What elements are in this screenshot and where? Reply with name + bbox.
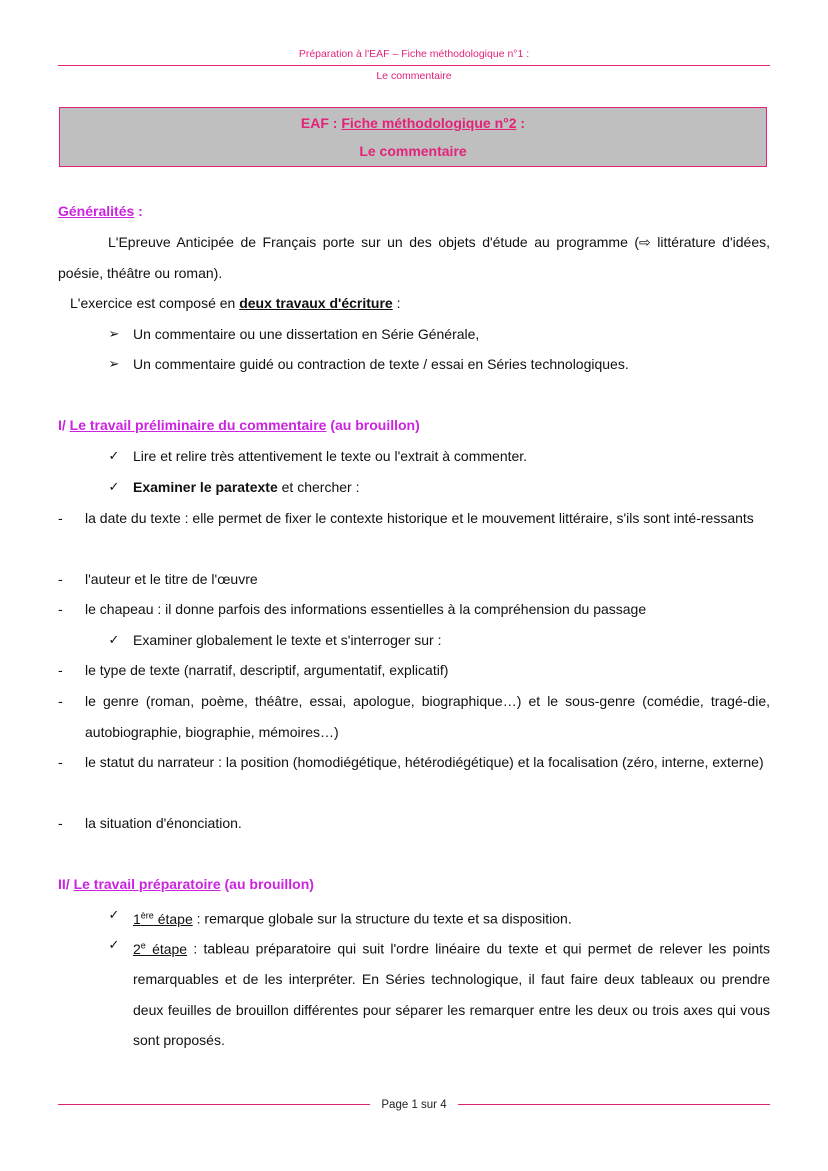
section2-number: II/ bbox=[58, 876, 74, 892]
list-item bbox=[0, 354, 828, 384]
list-item bbox=[0, 324, 828, 354]
section-heading-generalites bbox=[58, 201, 143, 221]
exercise-bold: deux travaux d'écriture bbox=[239, 295, 393, 311]
section1-number: I/ bbox=[58, 417, 70, 433]
title-prefix: EAF : bbox=[300, 115, 342, 131]
dash-bullet: - bbox=[58, 754, 63, 770]
list-item bbox=[0, 446, 828, 476]
footer-rule-right bbox=[458, 1104, 770, 1105]
step2-label bbox=[133, 941, 187, 957]
dash-bullet: - bbox=[58, 662, 63, 678]
step1-sup: ère bbox=[140, 910, 154, 920]
dash-bullet: - bbox=[58, 571, 63, 587]
dash-list-item bbox=[58, 564, 770, 594]
generalites-heading-suffix: : bbox=[134, 203, 143, 219]
title-line bbox=[60, 110, 766, 136]
step1-word: étape bbox=[153, 910, 193, 927]
header-line-2: Le commentaire bbox=[376, 70, 452, 82]
exercise-line bbox=[70, 293, 401, 313]
section-heading-1 bbox=[58, 415, 420, 435]
step2-text bbox=[133, 930, 770, 1056]
footer-rule-left bbox=[58, 1104, 370, 1105]
step2-number: 2 bbox=[133, 940, 141, 957]
arrow-bullet-icon: ➢ bbox=[108, 326, 120, 341]
dash-text: le chapeau : il donne parfois des informations essentielles à la compréhension du passage bbox=[85, 601, 647, 617]
step2-body: : tableau préparatoire qui suit l'ordre linéaire du texte et qui permet de relever les points remarquables et de les interpréter. En Séries technologique, il faut faire deux tableaux ou prendre deux feuilles de brouillon différentes pour séparer les remarquer entre les deux ou trois axes qui vous sont proposés. bbox=[133, 940, 770, 1049]
exercise-suffix: : bbox=[392, 295, 401, 311]
dash-text: la situation d'énonciation. bbox=[85, 815, 242, 831]
section2-heading-text: Le travail préparatoire bbox=[73, 876, 221, 892]
step1-number: 1 bbox=[133, 910, 141, 927]
list-item bbox=[106, 935, 770, 1057]
check2-rest: et chercher : bbox=[277, 479, 360, 495]
dash-list-item bbox=[58, 686, 770, 748]
dash-bullet: - bbox=[58, 693, 63, 709]
checkmark-icon: ✓ bbox=[108, 907, 120, 922]
bullet-text: Un commentaire ou une dissertation en Série Générale, bbox=[133, 326, 480, 342]
generalites-paragraph: L'Epreuve Anticipée de Français porte sur un des objets d'étude au programme (⇨ littérature d'idées, poésie, théâtre ou roman). bbox=[58, 234, 770, 281]
header-rule bbox=[58, 65, 770, 66]
title-subtitle: Le commentaire bbox=[359, 143, 467, 159]
dash-text: la date du texte : elle permet de fixer le contexte historique et le mouvement littéraire, s'ils sont inté-ressants bbox=[85, 510, 754, 526]
check-text: Lire et relire très attentivement le texte ou l'extrait à commenter. bbox=[133, 448, 528, 464]
title-suffix: : bbox=[516, 115, 526, 131]
title-box bbox=[59, 107, 767, 167]
page-footer bbox=[58, 1097, 770, 1113]
dash-list-item bbox=[58, 503, 770, 565]
dash-text: l'auteur et le titre de l'œuvre bbox=[85, 571, 258, 587]
dash-bullet: - bbox=[58, 815, 63, 831]
checkmark-icon: ✓ bbox=[108, 937, 120, 952]
step1-label bbox=[133, 911, 193, 927]
running-header bbox=[58, 46, 770, 84]
dash-bullet: - bbox=[58, 510, 63, 526]
section1-heading-suffix: (au brouillon) bbox=[326, 417, 420, 433]
dash-text: le type de texte (narratif, descriptif, argumentatif, explicatif) bbox=[85, 662, 449, 678]
dash-list-item bbox=[58, 747, 770, 809]
section1-heading-text: Le travail préliminaire du commentaire bbox=[69, 417, 327, 433]
section2-heading-suffix: (au brouillon) bbox=[220, 876, 314, 892]
step2-word: étape bbox=[145, 940, 188, 957]
title-underlined: Fiche méthodologique n°2 bbox=[341, 115, 517, 131]
exercise-prefix: L'exercice est composé en bbox=[70, 295, 240, 311]
page-number: Page 1 sur 4 bbox=[381, 1099, 447, 1111]
checkmark-icon: ✓ bbox=[108, 448, 120, 463]
dash-list-item bbox=[58, 655, 770, 685]
check2-bold: Examiner le paratexte bbox=[133, 479, 278, 495]
bullet-text: Un commentaire guidé ou contraction de texte / essai en Séries technologiques. bbox=[133, 356, 629, 372]
dash-list-item bbox=[58, 808, 770, 838]
step1-text bbox=[133, 905, 572, 929]
dash-list-item bbox=[58, 594, 770, 624]
dash-text: le statut du narrateur : la position (homodiégétique, hétérodiégétique) et la focalisation (zéro, interne, externe) bbox=[85, 754, 764, 770]
check-text: Examiner globalement le texte et s'interroger sur : bbox=[133, 632, 442, 648]
checkmark-icon: ✓ bbox=[108, 479, 120, 494]
step2-sup: e bbox=[140, 940, 146, 950]
step1-body: : remarque globale sur la structure du texte et sa disposition. bbox=[192, 910, 572, 927]
generalites-heading-text: Généralités bbox=[58, 203, 135, 219]
header-line-1: Préparation à l'EAF – Fiche méthodologique n°1 : bbox=[298, 48, 530, 60]
check-text bbox=[133, 477, 359, 497]
dash-text: le genre (roman, poème, théâtre, essai, apologue, biographique…) et le sous-genre (comédie, tragé-die, autobiographie, biographie, mémoires…) bbox=[85, 693, 770, 740]
section-heading-2 bbox=[58, 874, 314, 894]
arrow-bullet-icon: ➢ bbox=[108, 356, 120, 371]
checkmark-icon: ✓ bbox=[108, 632, 120, 647]
dash-bullet: - bbox=[58, 601, 63, 617]
